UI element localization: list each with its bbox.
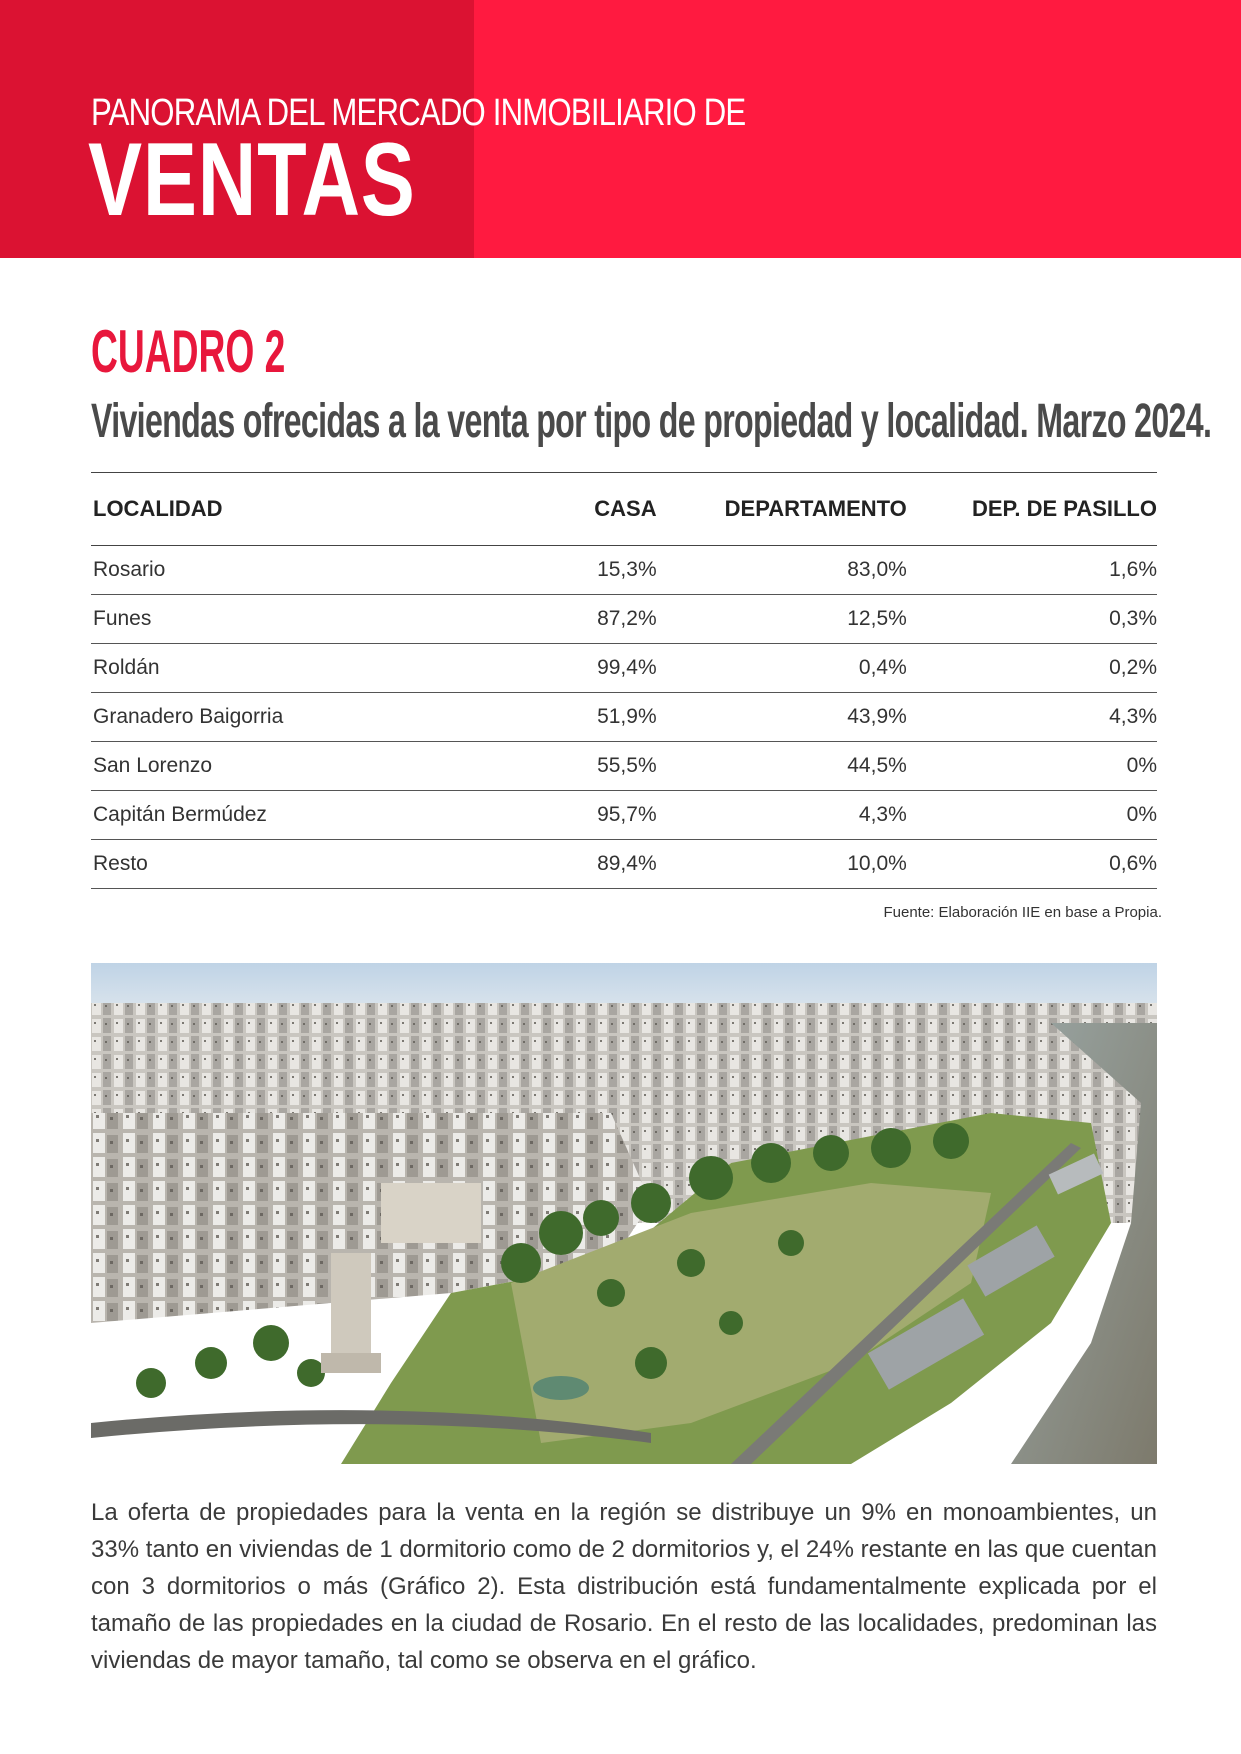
table-row (91, 742, 1157, 791)
cell-departamento: 44,5% (847, 754, 907, 777)
cuadro-label: CUADRO 2 (91, 318, 286, 385)
cell-dep-pasillo: 0,6% (1109, 852, 1157, 875)
cell-departamento: 83,0% (847, 558, 907, 581)
body-paragraph: La oferta de propiedades para la venta en la región se distribuye un 9% en monoambientes, un 33% tanto en viviendas de 1 dormitorio como de 2 dormitorios y, el 24% restante en las que cuentan con 3 dormitorios o más (Gráfico 2). Esta distribución está fundamentalmente explicada por el tamaño de las propiedades en la ciudad de Rosario. En el resto de las localidades, predominan las viviendas de mayor tamaño, tal como se observa en el gráfico. (91, 1499, 1157, 1674)
cell-casa: 15,3% (597, 558, 657, 581)
column-header-casa: CASA (594, 496, 657, 521)
cell-casa: 55,5% (597, 754, 657, 777)
cell-casa: 99,4% (597, 656, 657, 679)
cell-localidad: Funes (93, 607, 152, 630)
aerial-city-illustration (91, 963, 1157, 1464)
table-row (91, 791, 1157, 840)
aerial-city-photo (91, 963, 1157, 1464)
cell-localidad: Granadero Baigorria (93, 705, 284, 728)
cuadro-title: Viviendas ofrecidas a la venta por tipo de propiedad y localidad. Marzo 2024. (91, 395, 1212, 448)
cell-departamento: 43,9% (847, 705, 907, 728)
cell-departamento: 10,0% (847, 852, 907, 875)
header-title: VENTAS (88, 122, 416, 238)
table-row (91, 546, 1157, 595)
data-table (91, 472, 1157, 889)
cell-dep-pasillo: 0% (1126, 803, 1157, 826)
column-header-localidad: LOCALIDAD (93, 496, 223, 521)
table-header-row (91, 473, 1157, 546)
cell-departamento: 12,5% (847, 607, 907, 630)
cell-casa: 51,9% (597, 705, 657, 728)
header-kicker: PANORAMA DEL MERCADO INMOBILIARIO DE (91, 92, 746, 134)
cell-dep-pasillo: 1,6% (1109, 558, 1157, 581)
cell-localidad: Rosario (93, 558, 166, 581)
cell-localidad: Roldán (93, 656, 160, 679)
cell-casa: 87,2% (597, 607, 657, 630)
cell-casa: 95,7% (597, 803, 657, 826)
cell-dep-pasillo: 0% (1126, 754, 1157, 777)
cell-dep-pasillo: 0,2% (1109, 656, 1157, 679)
table-row (91, 693, 1157, 742)
cell-dep-pasillo: 0,3% (1109, 607, 1157, 630)
header-band (0, 0, 1241, 258)
table-row (91, 595, 1157, 644)
cell-localidad: Capitán Bermúdez (93, 803, 267, 826)
table-row (91, 644, 1157, 693)
cell-departamento: 0,4% (858, 656, 907, 679)
table-source-note: Fuente: Elaboración IIE en base a Propia. (883, 904, 1162, 921)
table-row (91, 840, 1157, 889)
cell-localidad: Resto (93, 852, 148, 875)
column-header-departamento: DEPARTAMENTO (724, 496, 907, 521)
cell-casa: 89,4% (597, 852, 657, 875)
cell-localidad: San Lorenzo (93, 754, 213, 777)
cell-departamento: 4,3% (858, 803, 907, 826)
cell-dep-pasillo: 4,3% (1109, 705, 1157, 728)
column-header-dep-pasillo: DEP. DE PASILLO (971, 496, 1157, 521)
